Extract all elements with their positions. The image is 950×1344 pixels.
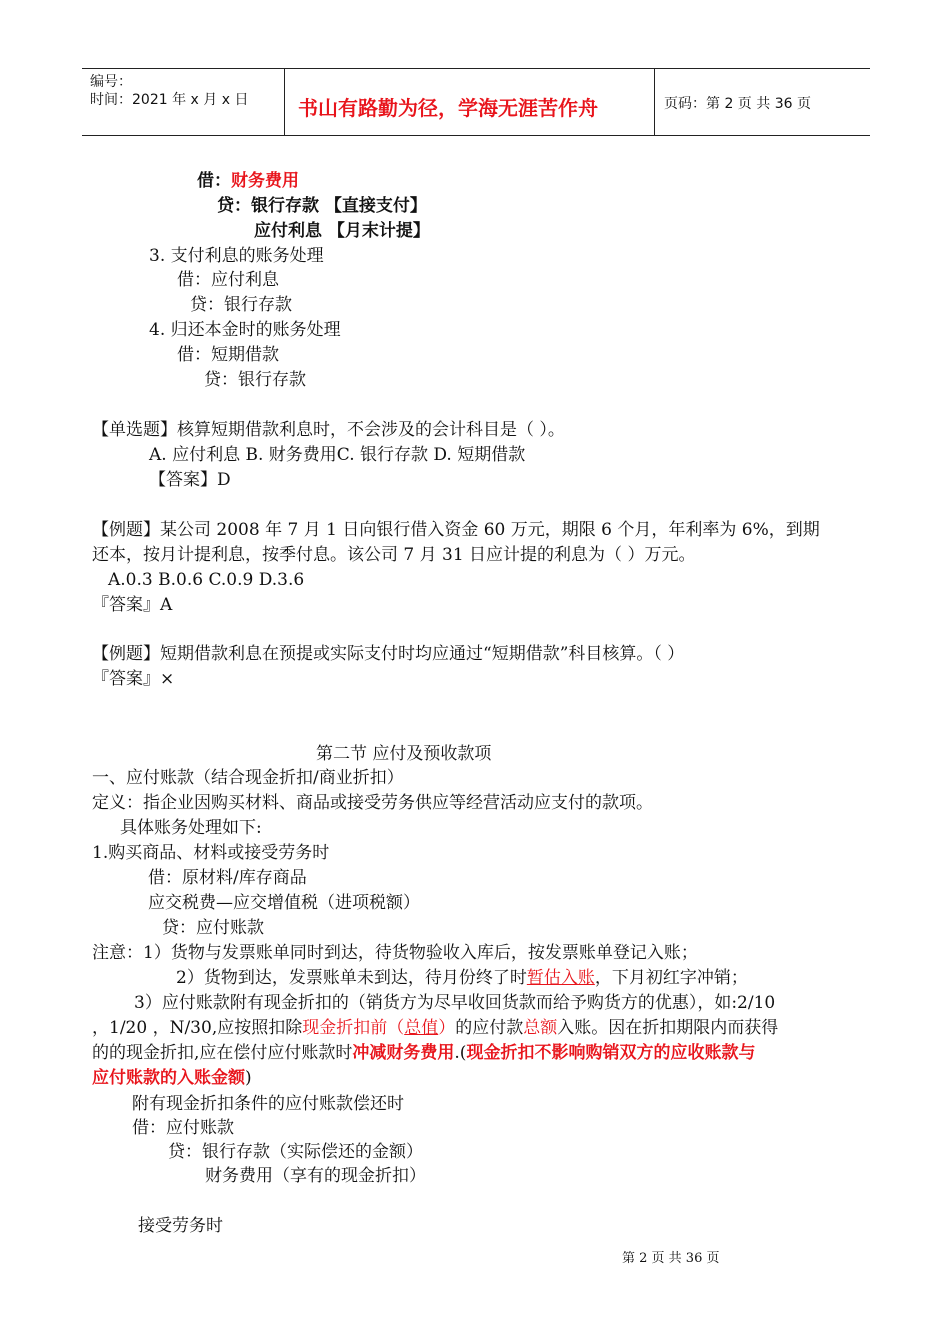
question1-stem: 【单选题】核算短期借款利息时，不会涉及的会计科目是（ ）。 — [92, 420, 565, 440]
repay-debit: 借：应付账款 — [132, 1118, 234, 1138]
example2-answer: 『答案』× — [92, 669, 175, 689]
item3-debit: 借：应付利息 — [177, 270, 279, 290]
item3-title: 3. 支付利息的账务处理 — [149, 246, 324, 266]
header-divider-left — [284, 68, 285, 136]
note1: 注意：1）货物与发票账单同时到达，待货物验收入库后，按发票账单登记入账； — [92, 943, 698, 963]
note3-entry-amount: 应付账款的入账金额 — [92, 1068, 245, 1088]
note2 — [176, 966, 748, 990]
question1-options: A. 应付利息 B. 财务费用C. 银行存款 D. 短期借款 — [149, 445, 526, 465]
section2-title: 第二节 应付及预收款项 — [316, 744, 492, 764]
debit-account-finance-expense: 财务费用 — [231, 171, 299, 191]
step1-vat: 应交税费—应交增值税（进项税额） — [148, 893, 420, 913]
note3-line3 — [92, 1041, 755, 1065]
repay-title: 附有现金折扣条件的应付账款偿还时 — [132, 1094, 404, 1114]
credit-bank-line: 贷：银行存款 【直接支付】 — [217, 196, 427, 216]
repay-credit-bank: 贷：银行存款（实际偿还的金额） — [168, 1142, 423, 1162]
note3-close-paren: ） — [438, 1018, 456, 1038]
note3-line2-c: 入账。因在折扣期限内而获得 — [557, 1018, 779, 1038]
note3-line4 — [92, 1066, 252, 1090]
service-line: 接受劳务时 — [138, 1216, 223, 1236]
item4-title: 4. 归还本金时的账务处理 — [149, 320, 341, 340]
note2-pre: 2）货物到达，发票账单未到达，待月份终了时 — [176, 968, 527, 988]
example2-stem: 【例题】短期借款利息在预提或实际支付时均应通过“短期借款”科目核算。（ ） — [92, 644, 685, 664]
doc-number-label: 编号： — [90, 74, 132, 90]
note3-discount-note: 现金折扣不影响购销双方的应收账款与 — [466, 1043, 756, 1063]
step1-credit: 贷：应付账款 — [162, 918, 264, 938]
section2-heading: 一、应付账款（结合现金折扣/商业折扣） — [92, 768, 404, 788]
question1-answer: 【答案】D — [149, 470, 231, 490]
item3-credit: 贷：银行存款 — [190, 295, 292, 315]
note3-line2 — [92, 1016, 778, 1040]
note2-estimated-entry: 暂估入账 — [526, 968, 595, 988]
note3-line1: 3）应付账款附有现金折扣的（销货方为尽早收回货款而给予购货方的优惠），如:2/10 — [134, 993, 776, 1013]
doc-time-label: 时间：2021 年 x 月 x 日 — [90, 92, 249, 108]
item4-debit: 借：短期借款 — [177, 345, 279, 365]
header-top-border — [82, 68, 870, 69]
step1-debit: 借：原材料/库存商品 — [148, 868, 307, 888]
section2-definition: 定义：指企业因购买材料、商品或接受劳务供应等经营活动应支付的款项。 — [92, 793, 653, 813]
header-motto: 书山有路勤为径，学海无涯苦作舟 — [298, 96, 598, 120]
example1-options: A.0.3 B.0.6 C.0.9 D.3.6 — [108, 570, 305, 590]
note3-line4-b: ) — [245, 1068, 252, 1088]
debit-label: 借： — [197, 171, 231, 191]
note3-offset-finance-expense: 冲减财务费用 — [352, 1043, 455, 1063]
note3-gross-value: 总值 — [404, 1018, 439, 1038]
note3-line2-b: 的应付款 — [455, 1018, 524, 1038]
credit-interest-line: 应付利息 【月末计提】 — [254, 221, 430, 241]
note2-post: ，下月初红字冲销； — [594, 968, 748, 988]
example1-line2: 还本，按月计提利息，按季付息。该公司 7 月 31 日应计提的利息为（ ）万元。 — [92, 545, 696, 565]
note3-line3-a: 的的现金折扣,应在偿付应付账款时 — [92, 1043, 353, 1063]
debit-line — [197, 169, 299, 193]
step1-title: 1.购买商品、材料或接受劳务时 — [92, 843, 330, 863]
page-footer: 第 2 页 共 36 页 — [622, 1251, 720, 1266]
repay-credit-finance: 财务费用（享有的现金折扣） — [205, 1166, 426, 1186]
section2-process-intro: 具体账务处理如下: — [120, 818, 262, 838]
example1-answer: 『答案』A — [92, 595, 173, 615]
note3-total: 总额 — [523, 1018, 558, 1038]
header-divider-right — [654, 68, 655, 136]
header-page-label: 页码：第 2 页 共 36 页 — [664, 96, 811, 112]
item4-credit: 贷：银行存款 — [204, 370, 306, 390]
example1-line1: 【例题】某公司 2008 年 7 月 1 日向银行借入资金 60 万元，期限 6 个月，年利率为 6%，到期 — [92, 520, 820, 540]
note3-line3-b: .( — [454, 1043, 467, 1063]
header-bottom-border — [82, 135, 870, 136]
note3-before-discount: 现金折扣前（ — [302, 1018, 405, 1038]
note3-line2-a: ，1/20 ，N/30,应按照扣除 — [92, 1018, 303, 1038]
